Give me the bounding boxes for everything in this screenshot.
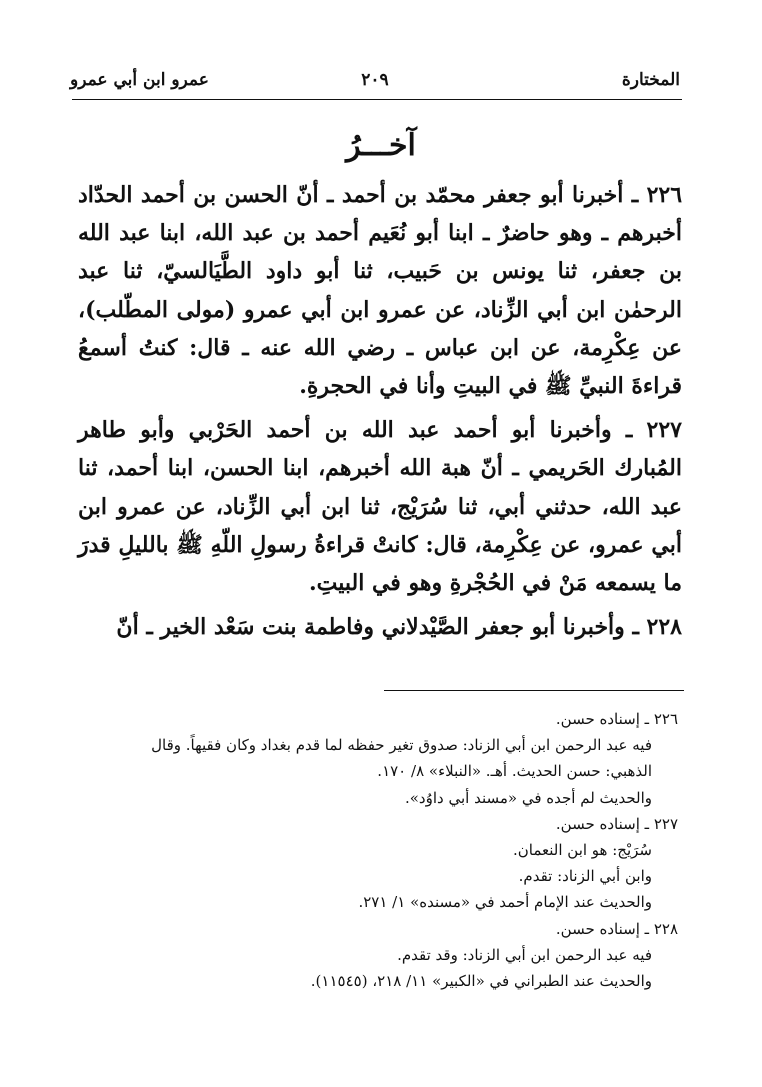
footnote-line: الذهبي: حسن الحديث. أهـ. «النبلاء» ٨/ ١٧٠.	[377, 762, 652, 781]
hadith-228: ٢٢٨ ـ وأخبرنا أبو جعفر الصَّيْدلاني وفاطمة بنت سَعْد الخير ـ أنّ	[116, 614, 682, 641]
header-rule	[72, 99, 682, 100]
running-header	[70, 70, 680, 98]
footnote-line: والحديث عند الإمام أحمد في «مسنده» ١/ ٢٧١.	[358, 893, 652, 912]
book-title: المختارة	[621, 70, 680, 90]
footnotes	[70, 706, 678, 994]
footnote-line: فيه عبد الرحمن ابن أبي الزناد: صدوق تغير حفظه لما قدم بغداد وكان فقيهاً. وقال	[151, 736, 652, 755]
section-title: آخـــرُ	[346, 128, 416, 163]
page-number: ٢٠٩	[361, 70, 389, 90]
hadith-227: ٢٢٧ ـ وأخبرنا أبو أحمد عبد الله بن أحمد الحَرْبي وأبو طاهر المُبارك الحَريمي ـ أنّ هبة الله أخبرهم، ابنا الحسن، ابنا أحمد، ثنا عبد الله، حدثني أبي، ثنا سُرَيْج، ثنا ابن أبي الزِّناد، عن عمرو ابن أبي عمرو، عن عِكْرِمة، قال: كانتْ قراءةُ رسولِ اللّهِ ﷺ بالليلِ قدرَ ما يسمعه مَنْ في الحُجْرةِ وهو في البيتِ.	[78, 417, 682, 597]
footnote-line: ٢٢٧ ـ إسناده حسن.	[555, 814, 678, 833]
footnote-line: ٢٢٨ ـ إسناده حسن.	[555, 919, 678, 938]
footnote-rule	[384, 690, 684, 691]
chapter-title: عمرو ابن أبي عمرو	[70, 70, 209, 90]
hadith-226: ٢٢٦ ـ أخبرنا أبو جعفر محمّد بن أحمد ـ أنّ الحسن بن أحمد الحدّاد أخبرهم ـ وهو حاضرٌ ـ ابنا أبو نُعَيم أحمد بن عبد الله، ابنا عبد الله بن جعفر، ثنا يونس بن حَبيب، ثنا أبو داود الطَّيَالسيّ، ثنا عبد الرحمٰن ابن أبي الزِّناد، عن عمرو ابن أبي عمرو (مولى المطّلب)، عن عِكْرِمة، عن ابن عباس ـ رضي الله عنه ـ قال: كنتُ أسمعُ قراءةَ النبيِّ ﷺ في البيتِ وأنا في الحجرةِ.	[78, 182, 683, 400]
footnote-line: فيه عبد الرحمن ابن أبي الزناد: وقد تقدم.	[397, 945, 652, 964]
footnote-line: وابن أبي الزناد: تقدم.	[518, 867, 652, 886]
footnote-line: والحديث لم أجده في «مسند أبي داوُد».	[404, 788, 652, 807]
main-text	[78, 176, 682, 646]
footnote-line: والحديث عند الطبراني في «الكبير» ١١/ ٢١٨، (١١٥٤٥).	[310, 972, 652, 991]
footnote-line: ٢٢٦ ـ إسناده حسن.	[555, 710, 678, 728]
footnote-line: سُرَيْج: هو ابن النعمان.	[512, 841, 652, 860]
